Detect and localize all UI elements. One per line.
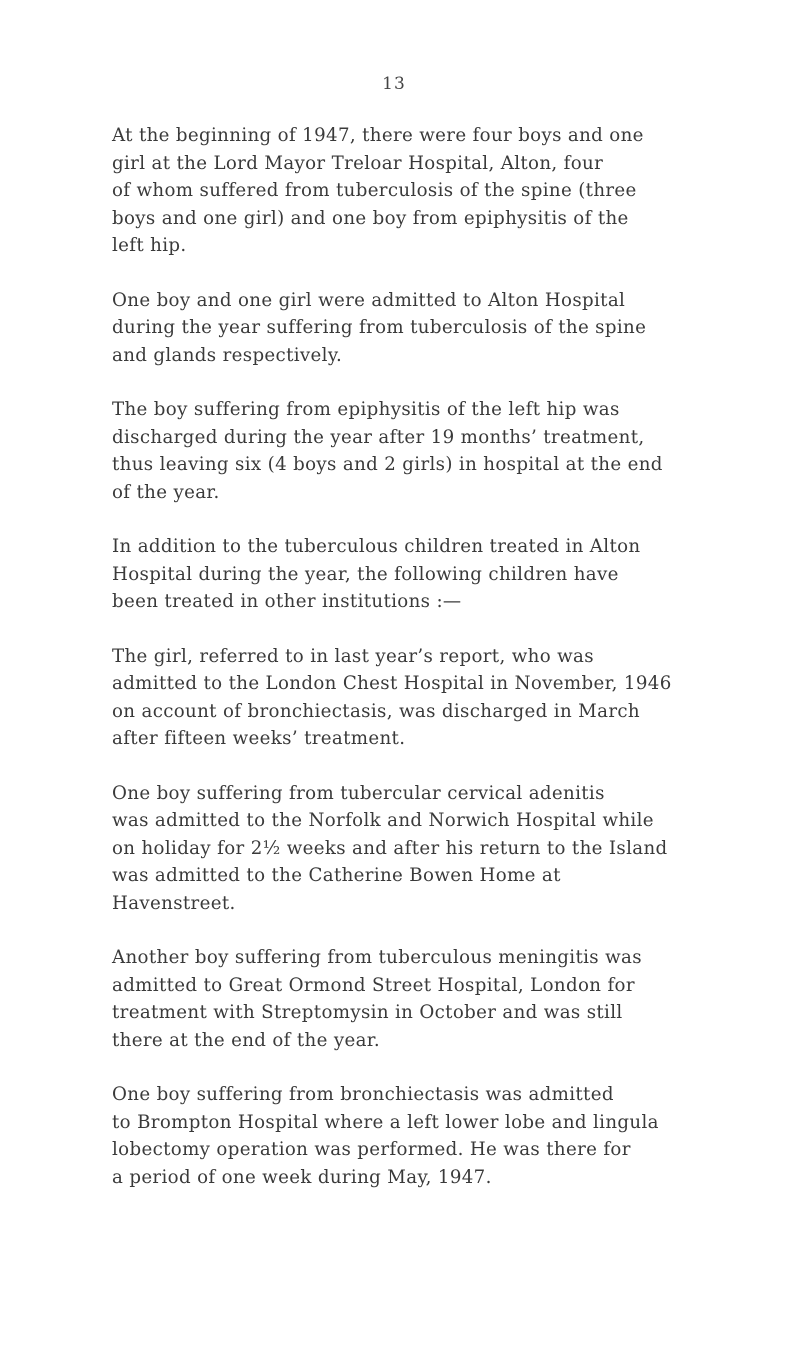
page-number: 13 [382,74,406,94]
text-line: thus leaving six (4 boys and 2 girls) in hospital at the end [112,454,663,475]
text-line: a period of one week during May, 1947. [112,1166,492,1188]
text-line: to Brompton Hospital where a left lower lobe and lingula [112,1111,659,1133]
paragraph-8 [112,1081,712,1191]
text-line: In addition to the tuberculous children treated in Alton [112,536,641,557]
paragraph-1 [112,122,712,260]
text-line: treatment with Streptomysin in October and was still [112,1002,623,1023]
text-line: was admitted to the Catherine Bowen Home at [112,865,561,886]
paragraph-5 [112,643,712,753]
text-line: Havenstreet. [112,892,236,914]
text-line: of the year. [112,481,220,503]
text-line: Another boy suffering from tuberculous meningitis was [112,947,642,968]
text-line: and glands respectively. [112,344,343,366]
text-line: discharged during the year after 19 months’ treatment, [112,426,645,448]
text-line: At the beginning of 1947, there were four boys and one [112,125,644,146]
body-text [112,122,712,1218]
text-line: One boy suffering from tubercular cervical adenitis [112,782,605,804]
text-line: Hospital during the year, the following children have [112,563,619,585]
text-line: of whom suffered from tuberculosis of the spine (three [112,180,637,201]
text-line: there at the end of the year. [112,1029,380,1051]
text-line: during the year suffering from tuberculosis of the spine [112,317,647,338]
text-line: One boy suffering from bronchiectasis was admitted [112,1084,614,1105]
text-line: lobectomy operation was performed. He was there for [112,1139,631,1160]
text-line: was admitted to the Norfolk and Norwich Hospital while [112,810,654,831]
paragraph-4 [112,533,712,616]
text-line: The girl, referred to in last year’s report, who was [112,645,594,667]
paragraph-3 [112,396,712,506]
text-line: The boy suffering from epiphysitis of the left hip was [112,399,620,420]
text-line: left hip. [112,235,187,256]
text-line: admitted to Great Ormond Street Hospital, London for [112,974,635,996]
paragraph-7 [112,944,712,1054]
text-line: girl at the Lord Mayor Treloar Hospital, Alton, four [112,152,604,174]
text-line: after fifteen weeks’ treatment. [112,728,406,749]
text-line: One boy and one girl were admitted to Alton Hospital [112,289,626,311]
text-line: been treated in other institutions :— [112,591,462,612]
text-line: on holiday for 2½ weeks and after his return to the Island [112,837,668,859]
text-line: admitted to the London Chest Hospital in November, 1946 [112,673,672,694]
text-line: boys and one girl) and one boy from epiphysitis of the [112,207,629,229]
paragraph-2 [112,287,712,370]
text-line: on account of bronchiectasis, was discharged in March [112,700,640,722]
paragraph-6 [112,780,712,918]
